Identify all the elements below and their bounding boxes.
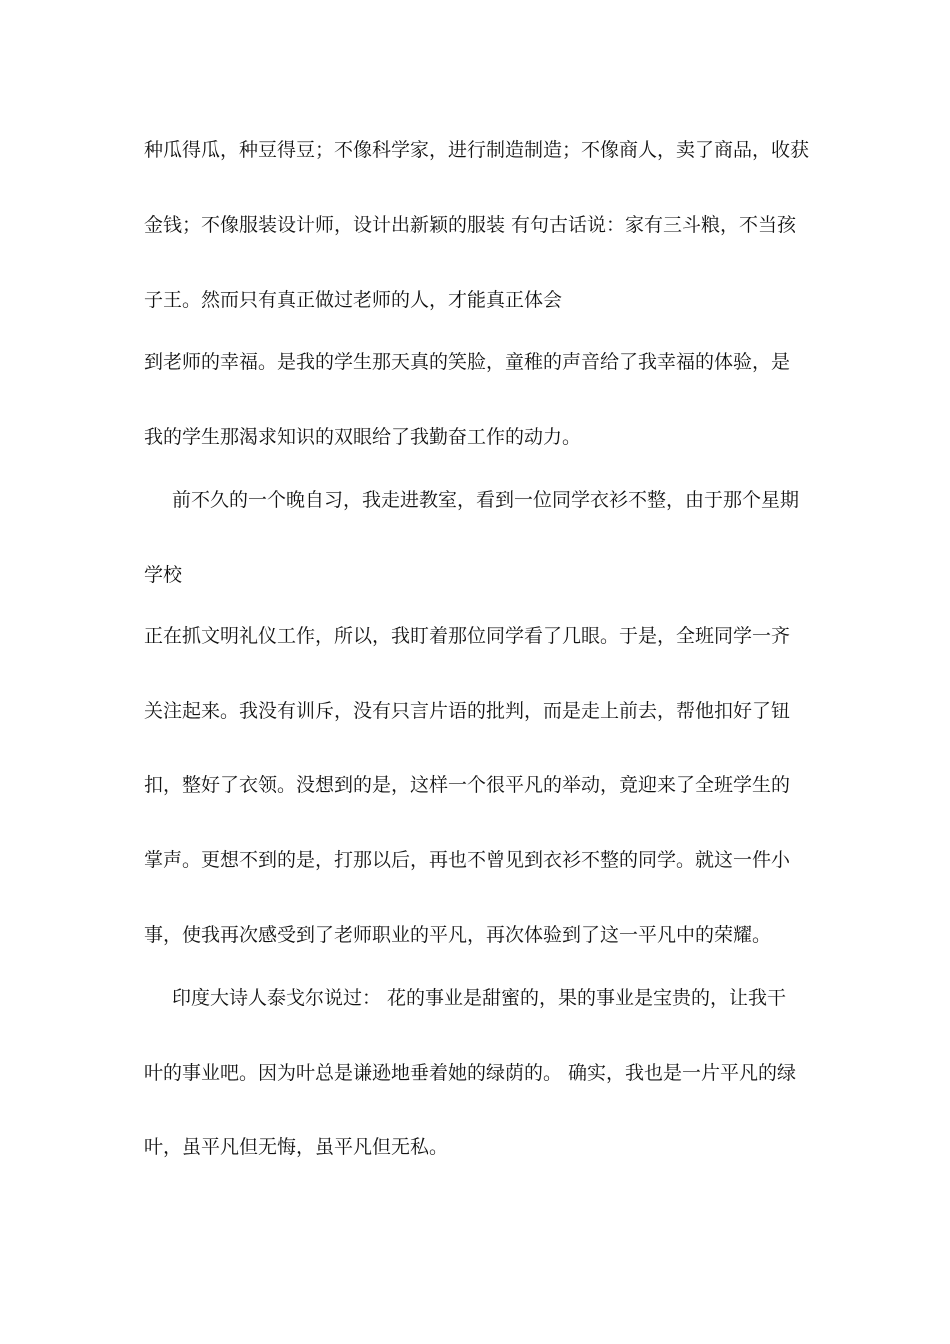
text-line-5: 我的学生那渴求知识的双眼给了我勤奋工作的动力。	[144, 426, 582, 448]
text-line-7: 学校	[144, 564, 183, 586]
text-line-1: 种瓜得瓜，种豆得豆；不像科学家，进行制造制造；不像商人，卖了商品，收获	[144, 139, 810, 161]
text-line-2: 金钱；不像服装设计师，设计出新颖的服装 有句古话说：家有三斗粮，不当孩	[144, 214, 797, 236]
text-line-3: 子王。然而只有真正做过老师的人，才能真正体会	[144, 289, 563, 311]
text-line-8: 正在抓文明礼仪工作，所以，我盯着那位同学看了几眼。于是，全班同学一齐	[144, 625, 791, 647]
text-line-4: 到老师的幸福。是我的学生那天真的笑脸，童稚的声音给了我幸福的体验，是	[144, 351, 791, 373]
text-line-9: 关注起来。我没有训斥，没有只言片语的批判，而是走上前去，帮他扣好了钮	[144, 700, 791, 722]
text-line-6: 前不久的一个晚自习，我走进教室，看到一位同学衣衫不整，由于那个星期	[172, 489, 800, 511]
text-line-10: 扣，整好了衣领。没想到的是，这样一个很平凡的举动，竟迎来了全班学生的	[144, 774, 791, 796]
text-line-14: 叶的事业吧。因为叶总是谦逊地垂着她的绿荫的。 确实，我也是一片平凡的绿	[144, 1062, 797, 1084]
text-line-11: 掌声。更想不到的是，打那以后，再也不曾见到衣衫不整的同学。就这一件小	[144, 849, 791, 871]
text-line-13: 印度大诗人泰戈尔说过： 花的事业是甜蜜的，果的事业是宝贵的，让我干	[172, 987, 787, 1009]
text-line-15: 叶，虽平凡但无悔，虽平凡但无私。	[144, 1136, 449, 1158]
text-line-12: 事，使我再次感受到了老师职业的平凡，再次体验到了这一平凡中的荣耀。	[144, 924, 772, 946]
